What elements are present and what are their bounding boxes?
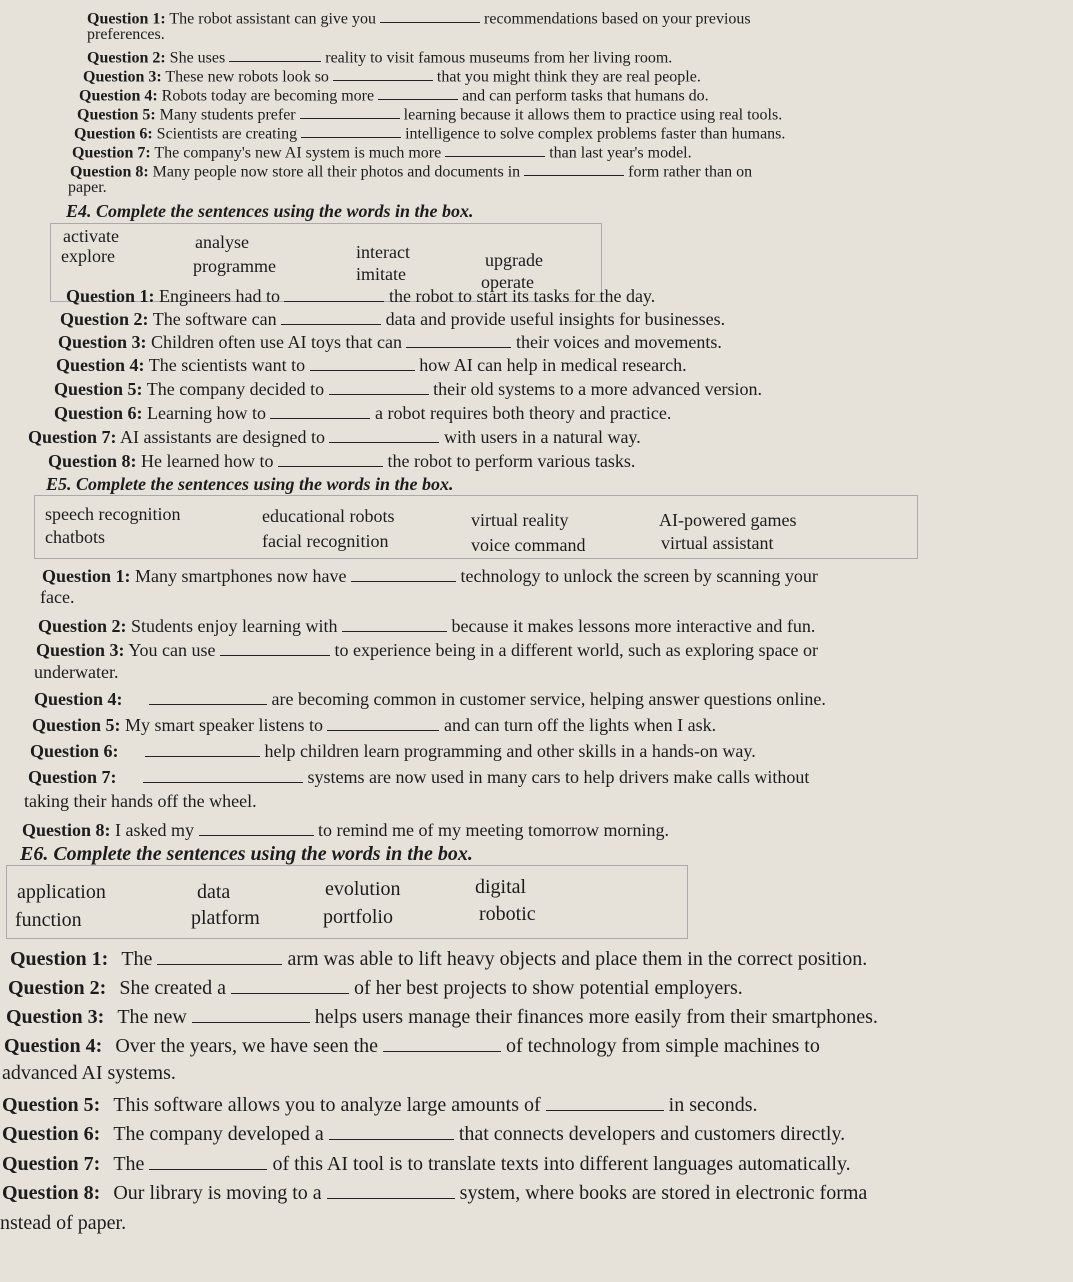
e3-q8: Question 8: Many people now store all their photos and documents in form rather than on (70, 161, 752, 181)
e5-q1: Question 1: Many smartphones now have technology to unlock the screen by scanning your (42, 566, 818, 587)
word-box-item: application (17, 881, 106, 903)
e6-heading: E6. Complete the sentences using the words in the box. (20, 843, 473, 865)
e6-q7: Question 7: The of this AI tool is to translate texts into different languages automatically. (2, 1153, 851, 1175)
e3-q2: Question 2: She uses reality to visit famous museums from her living room. (87, 47, 672, 67)
answer-blank[interactable] (220, 639, 330, 656)
e4-q4: Question 4: The scientists want to how AI can help in medical research. (56, 355, 687, 376)
e4-q7: Question 7: AI assistants are designed to with users in a natural way. (28, 427, 641, 448)
answer-blank[interactable] (351, 565, 456, 582)
word-box-item: voice command (471, 535, 586, 555)
answer-blank[interactable] (445, 142, 545, 157)
word-box-item: function (15, 909, 82, 931)
e3-q7: Question 7: The company's new AI system is much more than last year's model. (72, 142, 692, 162)
word-box-item: evolution (325, 878, 401, 900)
e6-q3: Question 3: The new helps users manage their finances more easily from their smartphones. (6, 1006, 878, 1028)
answer-blank[interactable] (329, 1121, 454, 1140)
word-box-item: programme (193, 256, 276, 276)
answer-blank[interactable] (524, 161, 624, 176)
e4-q1: Question 1: Engineers had to the robot to start its tasks for the day. (66, 286, 656, 307)
answer-blank[interactable] (231, 975, 349, 994)
e3-q4: Question 4: Robots today are becoming more and can perform tasks that humans do. (79, 85, 709, 105)
answer-blank[interactable] (143, 766, 303, 783)
answer-blank[interactable] (284, 285, 384, 302)
answer-blank[interactable] (342, 615, 447, 632)
e5-q3: Question 3: You can use to experience being in a different world, such as exploring space or (36, 640, 819, 661)
e5-word-box (34, 495, 918, 559)
word-box-item: analyse (195, 232, 249, 252)
word-box-item: virtual assistant (661, 533, 774, 553)
e3-q5: Question 5: Many students prefer learning because it allows them to practice using real tools. (77, 104, 782, 124)
e3-q6: Question 6: Scientists are creating intelligence to solve complex problems faster than humans. (74, 123, 785, 143)
e4-q2: Question 2: The software can data and provide useful insights for businesses. (60, 309, 726, 330)
e6-q6: Question 6: The company developed a that connects developers and customers directly. (2, 1123, 846, 1145)
e4-q8: Question 8: He learned how to the robot to perform various tasks. (48, 451, 636, 472)
word-box-item: interact (356, 242, 410, 262)
word-box-item: educational robots (262, 506, 395, 526)
word-box-item: explore (61, 246, 115, 266)
word-box-item: digital (475, 876, 527, 898)
e5-q5: Question 5: My smart speaker listens to and can turn off the lights when I ask. (32, 715, 717, 736)
answer-blank[interactable] (301, 123, 401, 138)
word-box-item: operate (481, 272, 534, 292)
word-box-item: chatbots (45, 527, 105, 547)
e4-q5: Question 5: The company decided to their old systems to a more advanced version. (54, 379, 763, 400)
answer-blank[interactable] (546, 1092, 664, 1111)
e5-q4: Question 4: are becoming common in customer service, helping answer questions online. (34, 689, 826, 710)
e4-q6: Question 6: Learning how to a robot requires both theory and practice. (54, 403, 672, 424)
word-box-item: imitate (356, 264, 406, 284)
word-box-item: data (197, 881, 231, 903)
e5-q2: Question 2: Students enjoy learning with because it makes lessons more interactive and fun. (38, 616, 816, 637)
answer-blank[interactable] (149, 1151, 267, 1170)
e6-q2: Question 2: She created a of her best projects to show potential employers. (8, 977, 743, 999)
word-box-item: robotic (479, 903, 536, 925)
answer-blank[interactable] (383, 1033, 501, 1052)
e5-q7: Question 7: systems are now used in many cars to help drivers make calls without (28, 767, 810, 788)
word-box-item: platform (191, 907, 260, 929)
e6-q4: Question 4: Over the years, we have seen the of technology from simple machines to (4, 1035, 820, 1057)
word-box-item: speech recognition (45, 504, 181, 524)
answer-blank[interactable] (300, 104, 400, 119)
answer-blank[interactable] (327, 714, 439, 731)
answer-blank[interactable] (380, 8, 480, 23)
word-box-item: portfolio (323, 906, 393, 928)
word-box-item: facial recognition (262, 531, 389, 551)
e6-word-box (6, 865, 688, 939)
e6-q1: Question 1: The arm was able to lift heavy objects and place them in the correct position. (10, 948, 868, 970)
worksheet-page: Question 1: The robot assistant can give you recommendations based on your previous preferences. Question 2: She uses reality to visit famous museums from her living room. Question 3: These new robots look so that you might think they are real people. Question 4: Robots today are becoming more and can perform tasks that humans do. Question 5: Many students prefer learning because it allows them to practice using real tools. Question 6: Scientists are creating intelligence to solve complex problems faster than humans. Question 7: The company's new AI system is much more than last year's model. Question 8: Many people now store all their photos and documents in form rather than on paper. E4. Complete the sentences using the words in the box. activate analyse interact upgrade explore programme imitate operate Question 1: Engineers had to the robot to start its tasks for the day. Question 2: The software can data and provide useful insights for businesses. Question 3: Children often use AI toys that can their voices and movements. Question 4: The scientists want to how AI can help in medical research. Question 5: The company decided to their old systems to a more advanced version. Question 6: Learning how to a robot requires both theory and practice. Question 7: AI assistants are designed to with users in a natural way. Question 8: He learned how to the robot to perform various tasks. E5. Complete the sentences using the words in the box. speech recognition educational robots virtual reality AI-powered games chatbots facial recognition voice command virtual assistant Question 1: Many smartphones now have technology to unlock the screen by scanning your face. Question 2: Students enjoy learning with because it makes lessons more interactive and fun. Question 3: You can use to experience being in a different world, such as exploring space or underwater. Question 4: are becoming common in customer service, helping answer questions online. Question 5: My smart speaker listens to and can turn off the lights when I ask. Question 6: help children learn programming and other skills in a hands-on way. Question 7: systems are now used in many cars to help drivers make calls without taking their hands off the wheel. Question 8: I asked my to remind me of my meeting tomorrow morning. E6. Complete the sentences using the words in the box. application data evolution digital function platform portfolio robotic Question 1: The arm was able to lift heavy objects and place them in the correct position. Question 2: She created a of her best projects to show potential employers. Question 3: The new helps users manage their finances more easily from their smartphones. Question 4: Over the years, we have seen the of technology from simple machines to advanced AI systems. Question 5: This software allows you to analyze large amounts of in seconds. Question 6: The company developed a that connects developers and customers directly. Question 7: The of this AI tool is to translate texts into different languages automatically. Question 8: Our library is moving to a system, where books are stored in electronic forma nstead of paper. (0, 0, 1073, 1282)
e5-q8: Question 8: I asked my to remind me of my meeting tomorrow morning. (22, 820, 669, 841)
answer-blank[interactable] (229, 47, 321, 62)
e3-q3: Question 3: These new robots look so that you might think they are real people. (83, 66, 701, 86)
answer-blank[interactable] (149, 688, 267, 705)
answer-blank[interactable] (327, 1180, 455, 1199)
e4-heading: E4. Complete the sentences using the words in the box. (66, 201, 474, 221)
answer-blank[interactable] (333, 66, 433, 81)
answer-blank[interactable] (199, 819, 314, 836)
word-box-item: AI-powered games (659, 510, 797, 530)
answer-blank[interactable] (281, 308, 381, 325)
answer-blank[interactable] (329, 378, 429, 395)
answer-blank[interactable] (270, 402, 370, 419)
answer-blank[interactable] (192, 1004, 310, 1023)
answer-blank[interactable] (406, 331, 511, 348)
answer-blank[interactable] (310, 354, 415, 371)
e3-q1: Question 1: The robot assistant can give you recommendations based on your previous (87, 8, 751, 28)
word-box-item: upgrade (485, 250, 543, 270)
e4-q3: Question 3: Children often use AI toys that can their voices and movements. (58, 332, 722, 353)
answer-blank[interactable] (278, 450, 383, 467)
answer-blank[interactable] (145, 740, 260, 757)
e6-q8: Question 8: Our library is moving to a system, where books are stored in electronic forma (2, 1182, 868, 1204)
answer-blank[interactable] (378, 85, 458, 100)
e5-q6: Question 6: help children learn programming and other skills in a hands-on way. (30, 741, 756, 762)
answer-blank[interactable] (329, 426, 439, 443)
word-box-item: virtual reality (471, 510, 569, 530)
e6-q5: Question 5: This software allows you to analyze large amounts of in seconds. (2, 1094, 758, 1116)
e5-heading: E5. Complete the sentences using the words in the box. (46, 474, 454, 494)
answer-blank[interactable] (157, 946, 282, 965)
word-box-item: activate (63, 226, 119, 246)
